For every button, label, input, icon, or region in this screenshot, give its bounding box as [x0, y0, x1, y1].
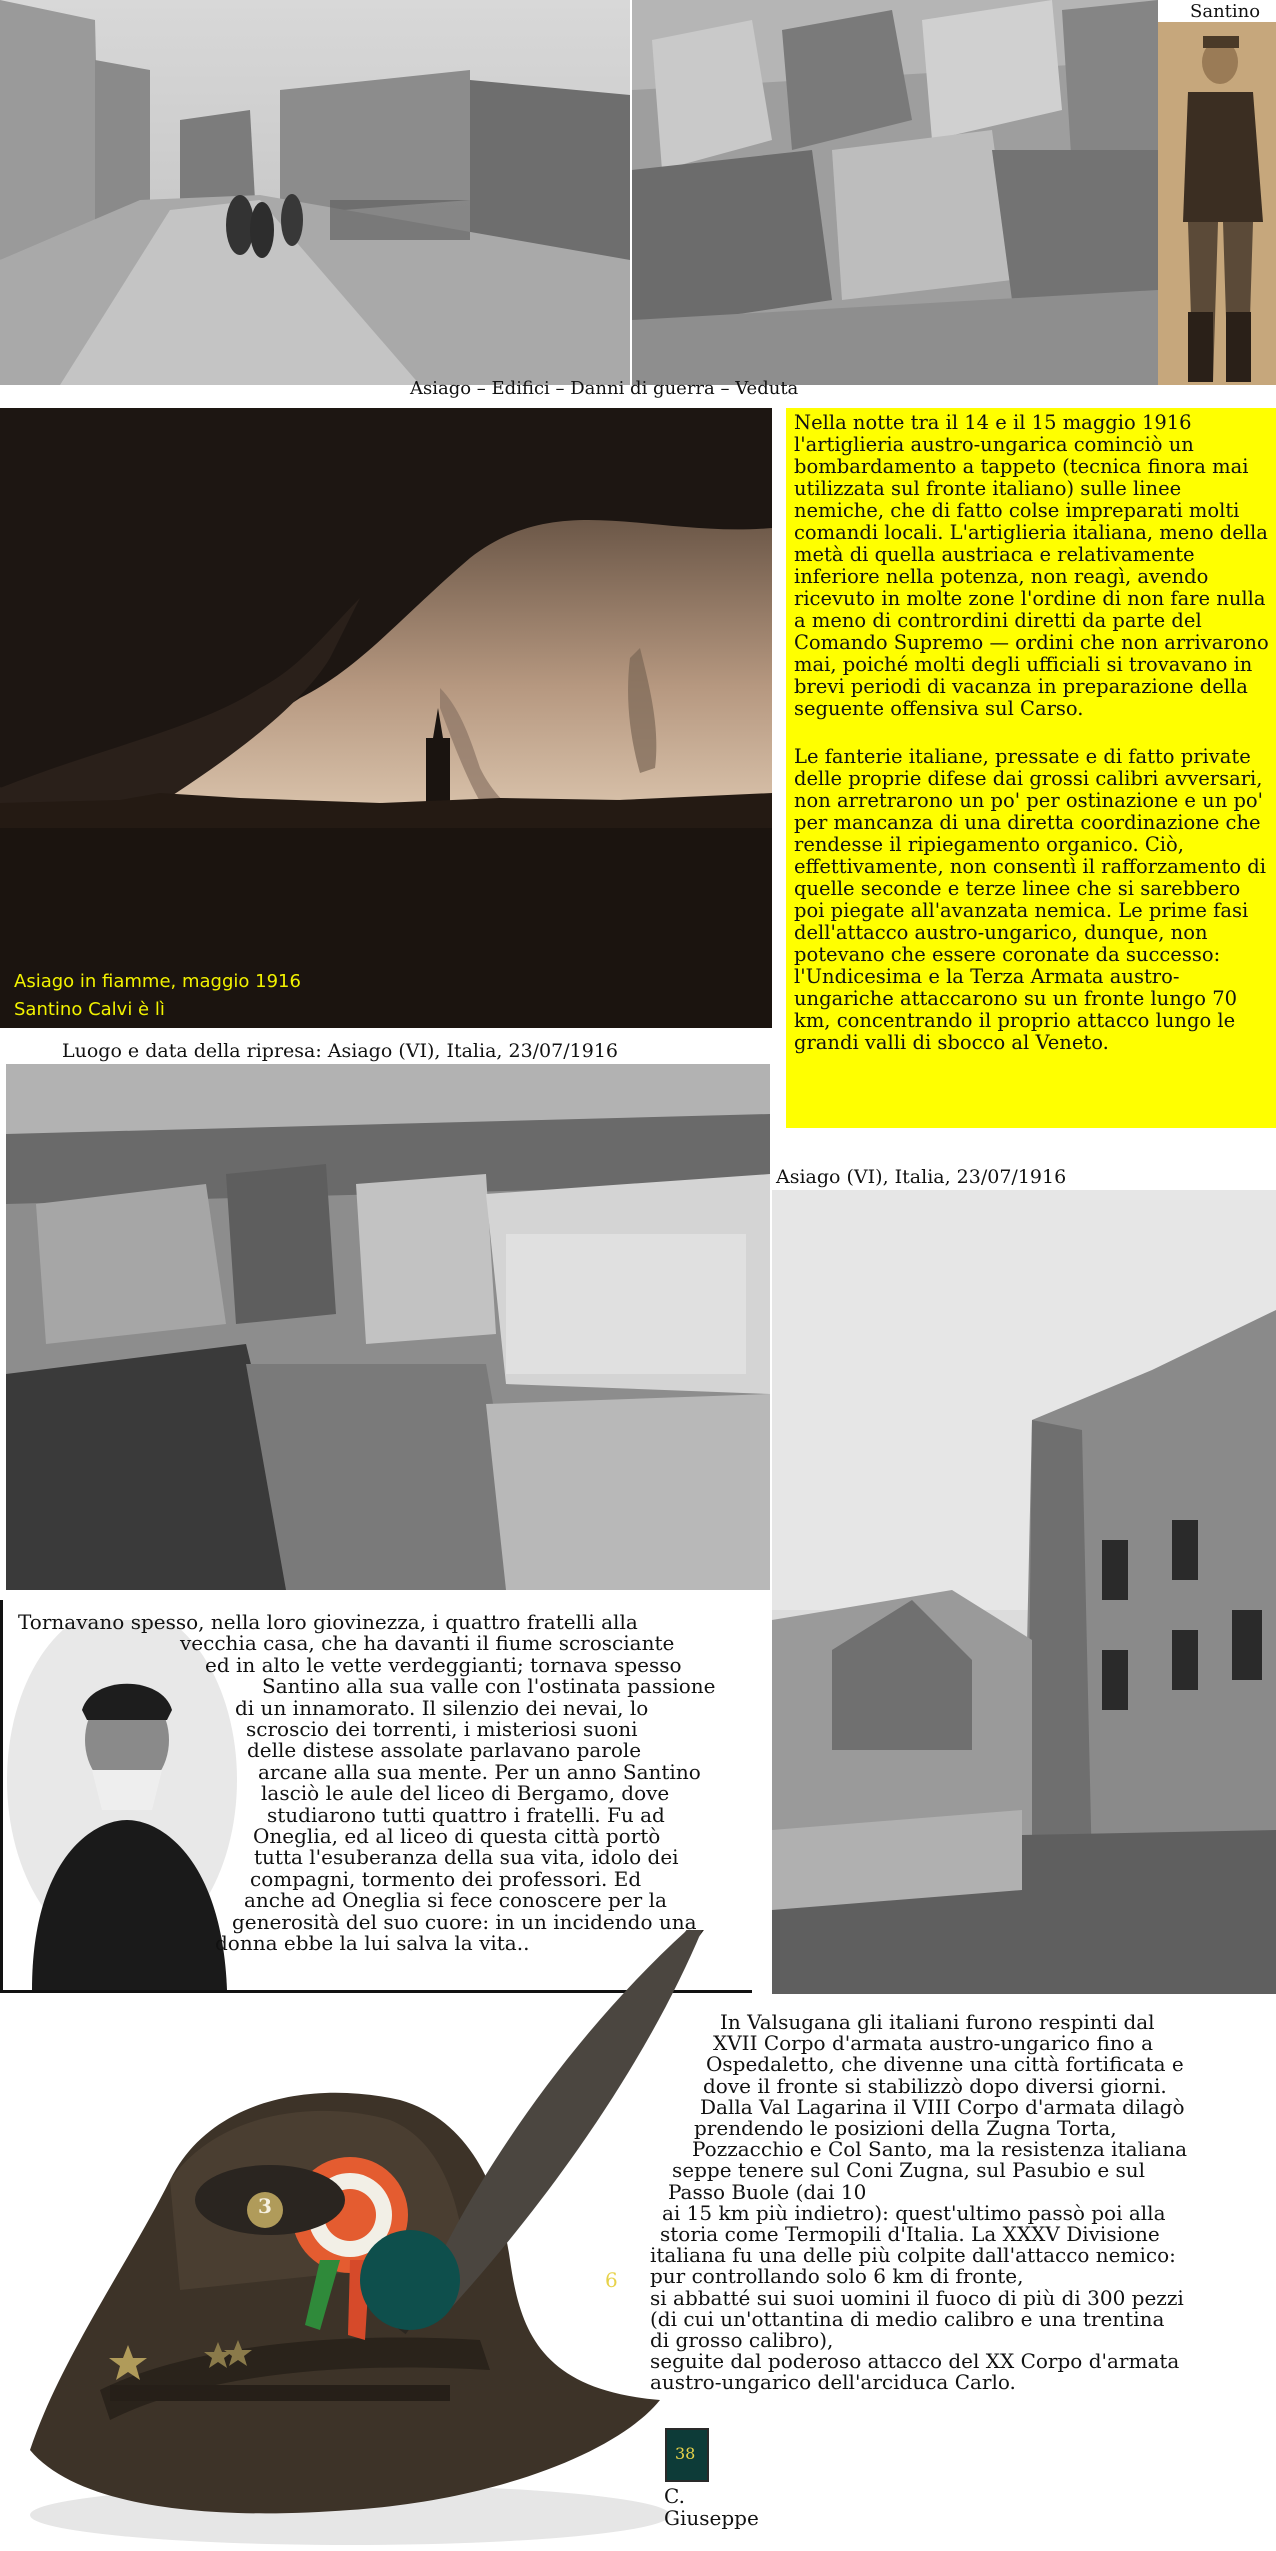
bio-line: di un innamorato. Il silenzio dei nevai, lo	[235, 1695, 649, 1720]
mid-photo-caption: Luogo e data della ripresa: Asiago (VI), Italia, 23/07/1916	[62, 1040, 618, 1062]
bio-line: delle distese assolate parlavano parole	[247, 1738, 642, 1763]
asiago-panorama-photo	[6, 1064, 770, 1590]
bio-line: generosità del suo cuore: in un incidendo una	[232, 1909, 697, 1934]
valsugana-line: storia come Termopili d'Italia. La XXXV Divisione	[660, 2222, 1160, 2247]
portrait-label: Santino	[1190, 1, 1261, 22]
bio-line: studiarono tutti quattro i fratelli. Fu ad	[267, 1802, 665, 1827]
valsugana-line: austro-ungarico dell'arciduca Carlo.	[650, 2370, 1016, 2395]
bio-line: lasciò le aule del liceo di Bergamo, dove	[261, 1781, 670, 1806]
bio-text	[10, 1612, 770, 1955]
top-caption: Asiago – Edifici – Danni di guerra – Veduta	[410, 378, 799, 399]
flames-label-line2: Santino Calvi è lì	[14, 999, 165, 1020]
valsugana-line: Dalla Val Lagarina il VIII Corpo d'armata dilagò	[700, 2094, 1185, 2119]
hat-tag-text: 38	[675, 2444, 696, 2463]
valsugana-line: In Valsugana gli italiani furono respinti dal	[720, 2010, 1155, 2034]
valsugana-text	[650, 2012, 1276, 2394]
bio-line: tutta l'esuberanza della sua vita, idolo dei	[254, 1845, 679, 1870]
bio-line: scroscio dei torrenti, i misteriosi suoni	[246, 1717, 638, 1742]
valsugana-line: seguite dal poderoso attacco del XX Corpo d'armata	[650, 2349, 1180, 2374]
bio-line: donna ebbe la lui salva la vita..	[215, 1931, 530, 1956]
hat-badge-number: 3	[258, 2194, 272, 2218]
bio-line: compagni, tormento dei professori. Ed	[250, 1866, 642, 1891]
asiago-flames-photo	[0, 408, 772, 1028]
bio-line: Santino alla sua valle con l'ostinata passione	[262, 1674, 716, 1699]
bio-divider-left	[0, 1600, 3, 1992]
bio-line: vecchia casa, che ha davanti il fiume scrosciante	[180, 1631, 675, 1656]
bio-line: Oneglia, ed al liceo di questa città portò	[253, 1824, 661, 1849]
valsugana-line: pur controllando solo 6 km di fronte,	[650, 2264, 1024, 2289]
valsugana-line: dove il fronte si stabilizzò dopo diversi giorni.	[703, 2073, 1167, 2098]
offensive-paragraph-1: Nella notte tra il 14 e il 15 maggio 1916 l'artiglieria austro-ungarica cominciò un bombardamento a tappeto (tecnica finora mai utilizzata sul fronte italiano) sulle linee nemiche, che di fatto colse impreparati molti comandi locali. L'artiglieria italiana, meno della metà di quella austriaca e relativamente inferiore nella potenza, non reagì, avendo ricevuto in molte zone l'ordine di non fare nulla a meno di contrordini diretti da parte del Comando Supremo — ordini che non arrivarono mai, poiché molti degli ufficiali si trovavano in brevi periodi di vacanza in preparazione della seguente offensiva sul Carso.	[794, 411, 1269, 720]
valsugana-line: Passo Buole (dai 10	[668, 2179, 867, 2204]
right-photo-caption: Asiago (VI), Italia, 23/07/1916	[776, 1166, 1067, 1188]
valsugana-line: si abbatté sui suoi uomini il fuoco di più di 300 pezzi	[650, 2285, 1184, 2310]
hat-cockade-number: 6	[605, 2268, 618, 2292]
rooftops-ruins-photo	[632, 0, 1158, 385]
valsugana-line: XVII Corpo d'armata austro-ungarico fino a	[713, 2031, 1153, 2056]
valsugana-line: Pozzacchio e Col Santo, ma la resistenza italiana	[692, 2137, 1188, 2162]
valsugana-line: seppe tenere sul Coni Zugna, sul Pasubio e sul	[672, 2158, 1146, 2183]
offensive-text-box	[786, 408, 1276, 1128]
bio-line: Tornavano spesso, nella loro giovinezza, i quattro fratelli alla	[18, 1610, 638, 1634]
offensive-paragraph-2: Le fanterie italiane, pressate e di fatto private delle proprie difese dai grossi calibri avversari, non arretrarono un po' per ostinazione e un po' per mancanza di una diretta coordinazione che rendesse il ripiegamento organico. Ciò, effettivamente, non consentì il rafforzamento di quelle seconde e terze linee che si sarebbero poi piegate all'avanzata nemica. Le prime fasi dell'attacco austro-ungarico, dunque, non potevano che essere coronate da successo: l'Undicesima e la Terza Armata austro-ungariche attaccarono su un fronte lungo 70 km, concentrando il proprio attacco lungo le grandi valli di sbocco al Veneto.	[794, 745, 1267, 1054]
bio-line: arcane alla sua mente. Per un anno Santino	[258, 1759, 701, 1784]
street-ruins-photo	[0, 0, 630, 385]
santino-portrait-photo	[1158, 22, 1276, 385]
valsugana-line: (di cui un'ottantina di medio calibro e una trentina	[650, 2306, 1165, 2331]
valsugana-line: prendendo le posizioni della Zugna Torta,	[694, 2116, 1117, 2141]
bio-line: anche ad Oneglia si fece conoscere per la	[244, 1888, 667, 1913]
alpini-hat-photo	[20, 1930, 720, 2551]
valsugana-line: ai 15 km più indietro): quest'ultimo passò poi alla	[662, 2200, 1166, 2225]
signature-initial: C.	[664, 2484, 685, 2508]
valsugana-line: Ospedaletto, che divenne una città fortificata e	[706, 2052, 1184, 2077]
street-house-ruins-photo	[772, 1190, 1276, 1994]
valsugana-line: di grosso calibro),	[650, 2328, 834, 2353]
signature-name: Giuseppe	[664, 2506, 759, 2530]
valsugana-line: italiana fu una delle più colpite dall'attacco nemico:	[650, 2243, 1176, 2268]
hat-tag	[665, 2428, 709, 2482]
flames-label-line1: Asiago in fiamme, maggio 1916	[14, 971, 301, 992]
bio-line: ed in alto le vette verdeggianti; tornava spesso	[205, 1652, 682, 1677]
